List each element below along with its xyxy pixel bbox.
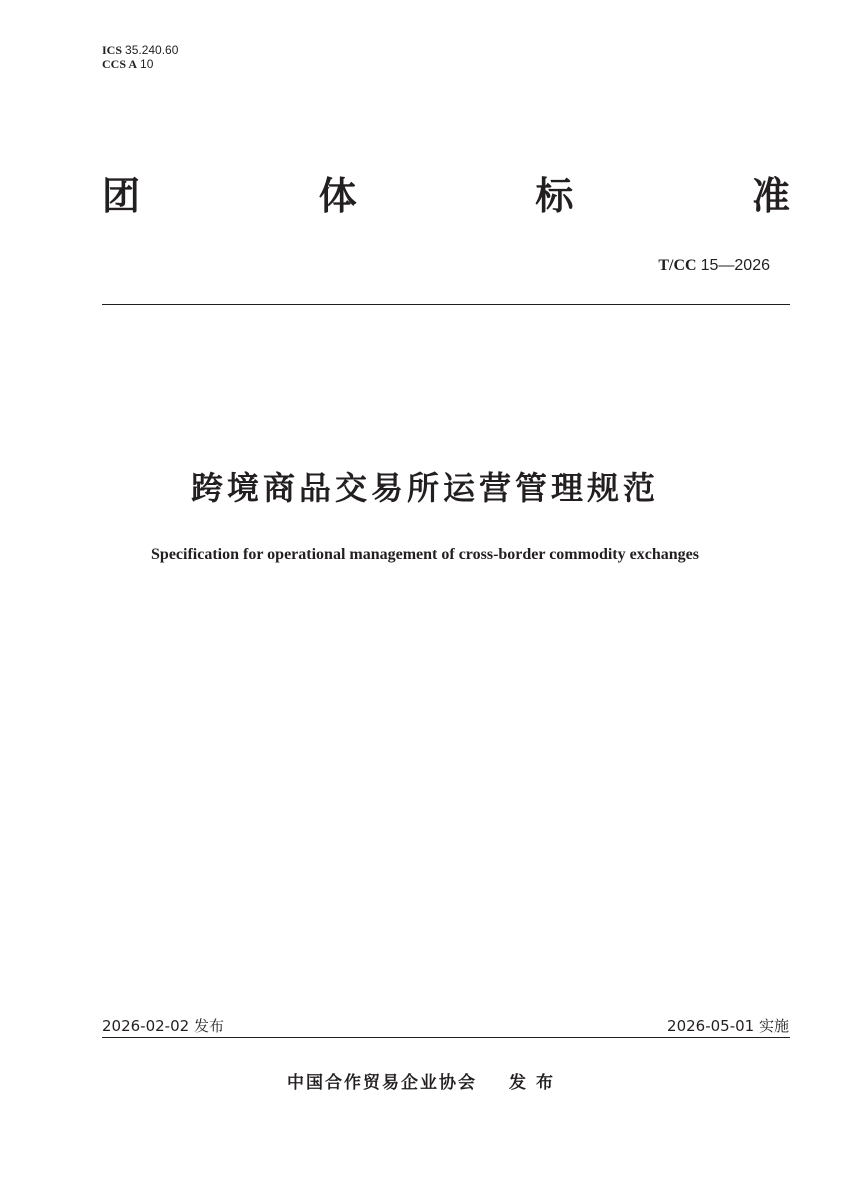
standard-type-char: 团	[102, 174, 141, 218]
document-title-english: Specification for operational management of cross-border commodity exchanges	[151, 546, 699, 563]
issue-date: 2026-02-02 发布	[102, 1017, 224, 1035]
bottom-divider	[102, 1037, 790, 1038]
ccs-code	[102, 57, 178, 71]
standard-number-code: 15—2026	[700, 257, 770, 274]
publisher-action: 发布	[509, 1073, 563, 1093]
standard-type-char: 准	[751, 174, 790, 218]
classification-codes	[102, 43, 178, 71]
ics-label: ICS	[102, 43, 123, 57]
standard-number-prefix: T/CC	[658, 257, 697, 274]
standard-type-heading	[102, 172, 790, 220]
ccs-value: 10	[140, 57, 154, 71]
standard-number	[658, 257, 770, 275]
ics-value: 35.240.60	[125, 43, 179, 57]
ccs-label: CCS A	[102, 57, 138, 71]
standard-type-char: 标	[535, 174, 574, 218]
standard-type-char: 体	[318, 174, 357, 218]
document-title-chinese: 跨境商品交易所运营管理规范	[190, 469, 659, 507]
ics-code	[102, 43, 178, 57]
implementation-date: 2026-05-01 实施	[667, 1017, 789, 1035]
publisher-line	[0, 1068, 850, 1093]
top-divider	[102, 304, 790, 305]
publisher-name: 中国合作贸易企业协会	[287, 1073, 477, 1093]
